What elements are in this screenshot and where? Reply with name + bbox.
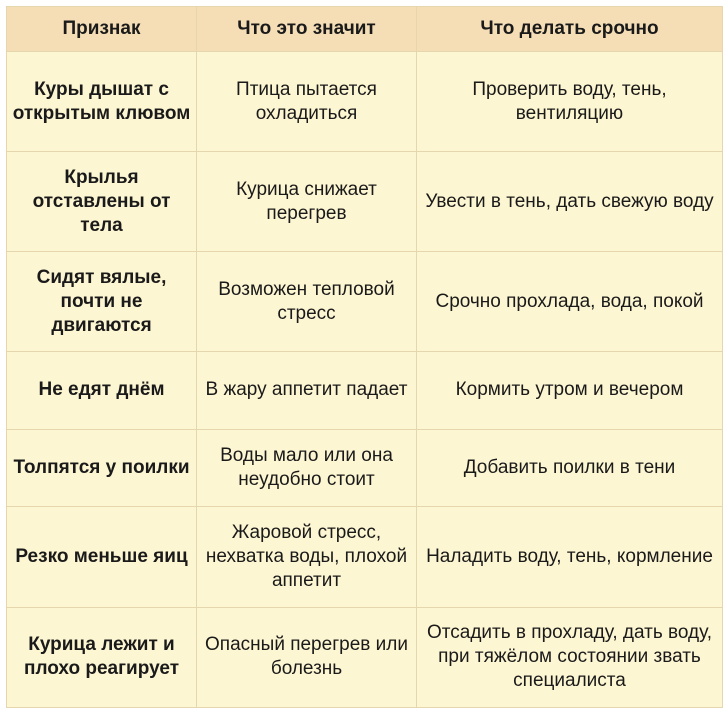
meaning-cell: В жару аппетит падает [197, 352, 417, 429]
action-cell: Проверить воду, тень, вентиляцию [417, 52, 723, 152]
sign-cell: Не едят днём [7, 352, 197, 429]
column-header-sign: Признак [7, 7, 197, 52]
meaning-cell: Возможен тепловой стресс [197, 252, 417, 352]
heat-stress-table-container [6, 6, 722, 708]
table-row [7, 506, 723, 607]
action-cell: Увести в тень, дать свежую воду [417, 152, 723, 252]
heat-stress-table [6, 6, 723, 708]
sign-cell: Куры дышат с открытым клювом [7, 52, 197, 152]
table-row [7, 429, 723, 506]
table-row [7, 607, 723, 707]
table-row [7, 252, 723, 352]
action-cell: Наладить воду, тень, кормление [417, 506, 723, 607]
sign-cell: Курица лежит и плохо реагирует [7, 607, 197, 707]
sign-cell: Крылья отставлены от тела [7, 152, 197, 252]
sign-cell: Резко меньше яиц [7, 506, 197, 607]
sign-cell: Толпятся у поилки [7, 429, 197, 506]
action-cell: Срочно прохлада, вода, покой [417, 252, 723, 352]
table-row [7, 152, 723, 252]
column-header-action: Что делать срочно [417, 7, 723, 52]
meaning-cell: Птица пытается охладиться [197, 52, 417, 152]
column-header-meaning: Что это значит [197, 7, 417, 52]
meaning-cell: Воды мало или она неудобно стоит [197, 429, 417, 506]
meaning-cell: Курица снижает перегрев [197, 152, 417, 252]
meaning-cell: Жаровой стресс, нехватка воды, плохой аппетит [197, 506, 417, 607]
meaning-cell: Опасный перегрев или болезнь [197, 607, 417, 707]
action-cell: Отсадить в прохладу, дать воду, при тяжёлом состоянии звать специалиста [417, 607, 723, 707]
sign-cell: Сидят вялые, почти не двигаются [7, 252, 197, 352]
table-row [7, 52, 723, 152]
table-header-row [7, 7, 723, 52]
action-cell: Кормить утром и вечером [417, 352, 723, 429]
action-cell: Добавить поилки в тени [417, 429, 723, 506]
table-row [7, 352, 723, 429]
